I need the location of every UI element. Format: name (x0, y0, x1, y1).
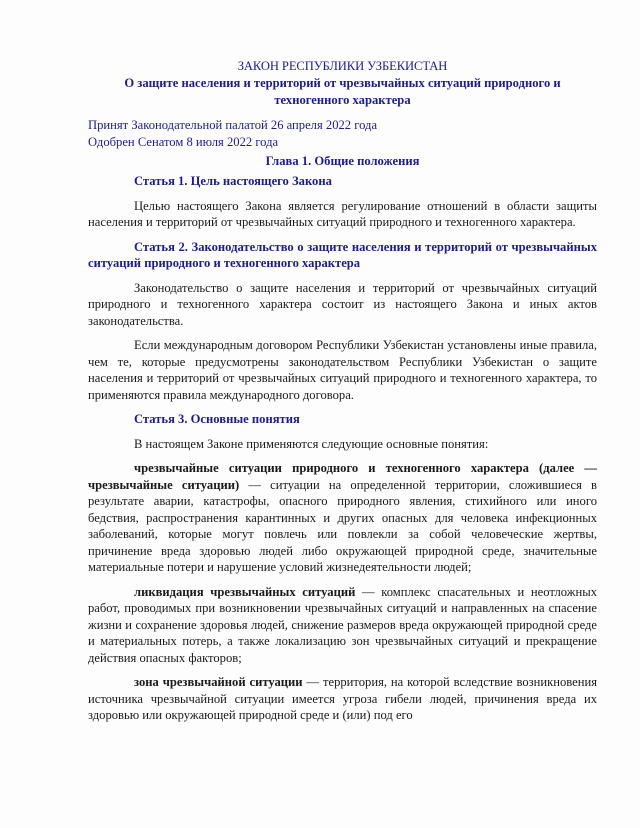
definition-term: ликвидация чрезвычайных ситуаций (134, 584, 356, 599)
definition-text: — территория, на которой вследствие возникновения источника чрезвычайной ситуации имеется угроза гибели людей, причинения вреда их здоровью или окружающей природной среде и (или) под его (88, 675, 597, 722)
definition-item (88, 460, 597, 576)
article-3-heading: Статья 3. Основные понятия (134, 412, 300, 426)
approved-date: Одобрен Сенатом 8 июля 2022 года (88, 134, 279, 149)
article-3-intro: В настоящем Законе применяются следующие основные понятия: (134, 436, 489, 451)
adoption-info (88, 117, 597, 150)
article-1-heading: Статья 1. Цель настоящего Закона (134, 174, 332, 188)
definition-text: — ситуации на определенной территории, сложившиеся в результате аварии, катастрофы, опасного природного явления, стихийного или иного бедствия, распространения карантинных и других опасных для человека инфекционных заболеваний, которые могут повлечь или повлекли за собой человеческие жертвы, причинение вреда здоровью людей либо окружающей природной среде, значительные материальные потери и нарушение условий жизнедеятельности людей; (88, 477, 597, 574)
article-1-text: Целью настоящего Закона является регулирование отношений в области защиты населения и территорий от чрезвычайных ситуаций природного и техногенного характера. (88, 198, 597, 229)
adopted-date: Принят Законодательной палатой 26 апреля 2022 года (88, 118, 378, 132)
article-2-paragraph: Если международным договором Республики Узбекистан установлены иные правила, чем те, которые предусмотрены законодательством Республики Узбекистан о защите населения и территорий от чрезвычайных ситуаций природного и техногенного характера, то применяются правила международного договора. (88, 338, 597, 402)
law-subtitle: О защите населения и территорий от чрезвычайных ситуаций природного и техногенного характера (124, 76, 561, 107)
definition-term: чрезвычайные ситуации природного и техногенного характера (далее — чрезвычайные ситуации) (88, 461, 597, 492)
article-2-paragraph: Законодательство о защите населения и территорий от чрезвычайных ситуаций природного и техногенного характера состоит из настоящего Закона и иных актов законодательства. (88, 280, 597, 328)
chapter-heading: Глава 1. Общие положения (265, 154, 420, 168)
document-page (88, 58, 597, 724)
article-2-heading (88, 239, 597, 272)
law-title: ЗАКОН РЕСПУБЛИКИ УЗБЕКИСТАН (237, 59, 448, 73)
article-2-heading-text: Статья 2. Законодательство о защите населения и территорий от чрезвычайных ситуаций природного и техногенного характера (88, 239, 597, 270)
definition-term: зона чрезвычайной ситуации (134, 675, 303, 689)
definition-text: — комплекс спасательных и неотложных работ, проводимых при возникновении чрезвычайных ситуаций и направленных на спасение жизни и сохранение здоровья людей, снижение размеров вреда окружающей природной среде и материальных потерь, а также локализацию зон чрезвычайных ситуаций и прекращение действия опасных факторов; (88, 584, 597, 665)
definition-item (88, 674, 597, 724)
definition-item (88, 584, 597, 667)
